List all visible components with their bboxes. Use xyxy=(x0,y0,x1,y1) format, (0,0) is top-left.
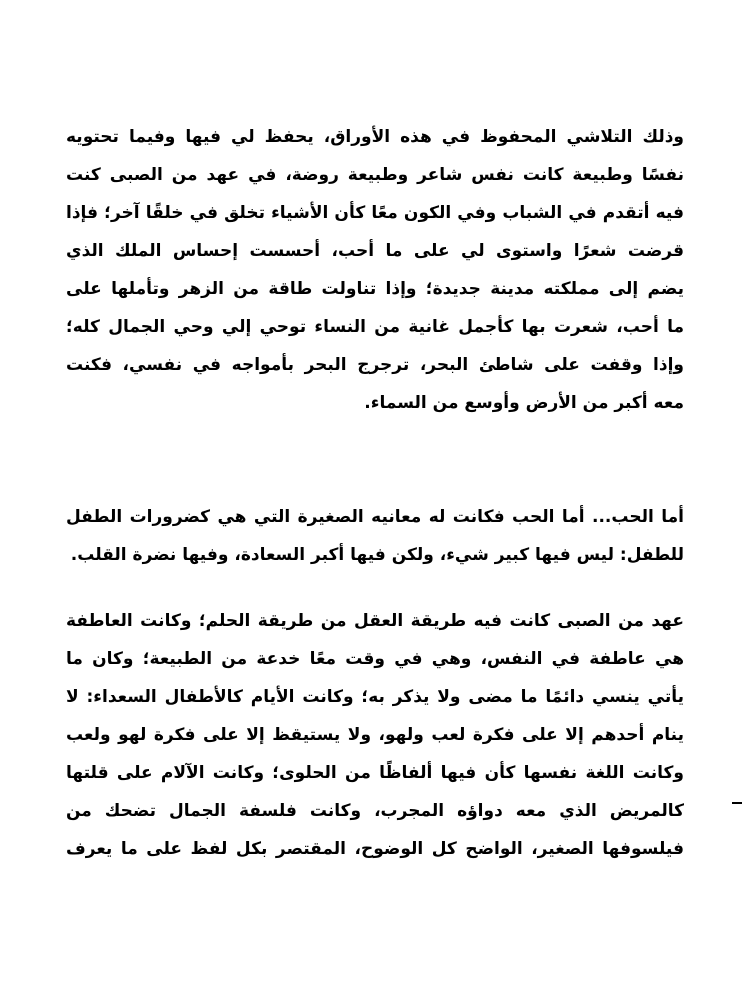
paragraph-1 xyxy=(66,118,684,422)
paragraph-line: أما الحب... أما الحب فكانت له معانيه الصغيرة التي هي كضرورات الطفل xyxy=(66,507,684,527)
paragraph-line: وذلك التلاشي المحفوظ في هذه الأوراق، يحفظ لي فيها وفيما تحتويه xyxy=(66,127,684,147)
paragraph-line: قرضت شعرًا واستوى لي على ما أحب، أحسست إحساس الملك الذي xyxy=(66,241,684,261)
paragraph-line: للطفل: ليس فيها كبير شيء، ولكن فيها أكبر السعادة، وفيها نضرة القلب. xyxy=(70,545,684,565)
paragraph-line: وكانت اللغة نفسها كأن فيها ألفاظًا من الحلوى؛ وكانت الآلام على قلتها xyxy=(66,763,684,783)
paragraph-line: هي عاطفة في النفس، وهي في وقت معًا خدعة من الطبيعة؛ وكان ما xyxy=(66,649,684,669)
paragraph-line: عهد من الصبى كانت فيه طريقة العقل من طريقة الحلم؛ وكانت العاطفة xyxy=(66,611,684,631)
paragraph-line: فيه أتقدم في الشباب وفي الكون معًا كأن الأشياء تخلق في خلقًا آخر؛ فإذا xyxy=(66,203,684,223)
paragraph-line: وإذا وقفت على شاطئ البحر، ترجرج البحر بأمواجه في نفسي، فكنت xyxy=(66,355,684,375)
paragraph-2 xyxy=(66,498,684,574)
paragraph-line: يأتي ينسي دائمًا ما مضى ولا يذكر به؛ وكانت الأيام كالأطفال السعداء: لا xyxy=(66,687,684,707)
paragraph-line: يضم إلى مملكته مدينة جديدة؛ وإذا تناولت طاقة من الزهر وتأملها على xyxy=(66,279,684,299)
paragraph-line: ما أحب، شعرت بها كأجمل غانية من النساء توحي إلي وحي الجمال كله؛ xyxy=(66,317,684,337)
margin-dash-mark xyxy=(732,802,742,804)
paragraph-line: ينام أحدهم إلا على فكرة لعب ولهو، ولا يستيقظ إلا على فكرة لهو ولعب xyxy=(66,725,684,745)
paragraph-line: معه أكبر من الأرض وأوسع من السماء. xyxy=(364,393,684,413)
paragraph-3 xyxy=(66,602,684,868)
paragraph-line: فيلسوفها الصغير، الواضح كل الوضوح، المقتصر بكل لفظ على ما يعرف xyxy=(66,839,684,859)
paragraph-line: نفسًا وطبيعة كانت نفس شاعر وطبيعة روضة، في عهد من الصبى كنت xyxy=(66,165,684,185)
paragraph-line: كالمريض الذي معه دواؤه المجرب، وكانت فلسفة الجمال تضحك من xyxy=(66,801,684,821)
